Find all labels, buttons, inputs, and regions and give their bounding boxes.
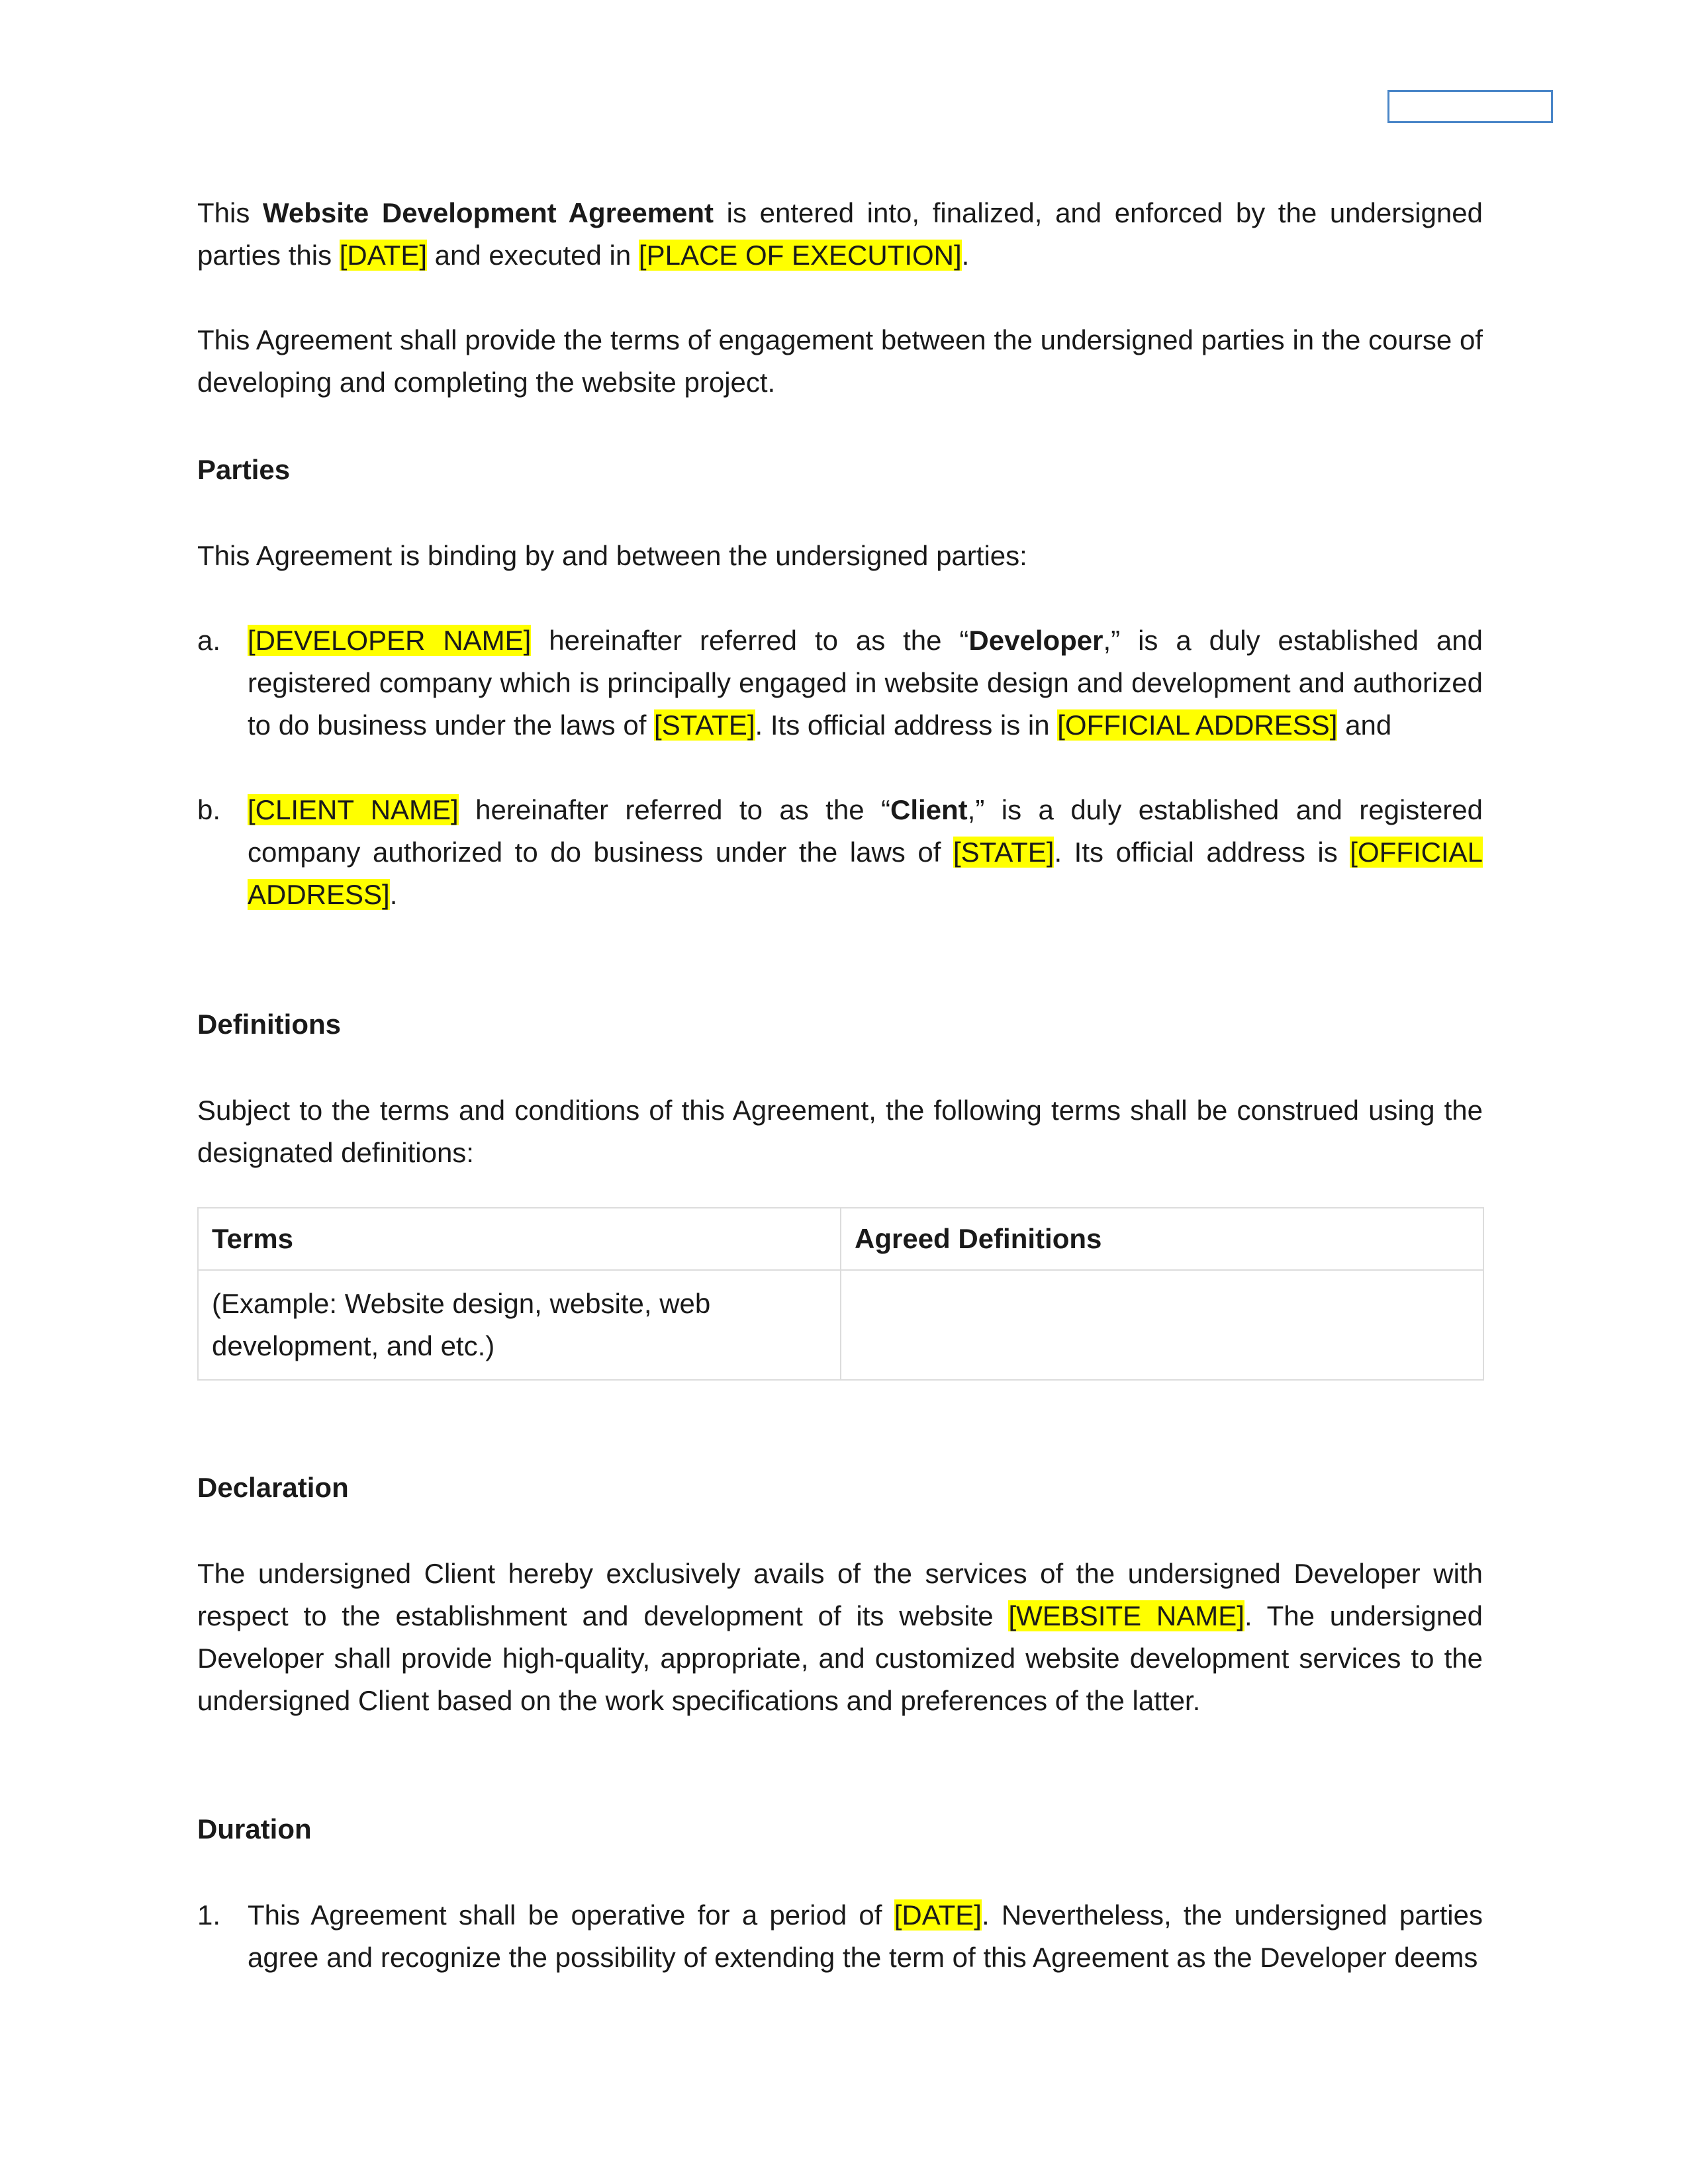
date-placeholder: [DATE] — [339, 240, 427, 271]
client-state-placeholder: [STATE] — [953, 837, 1055, 868]
duration-date-placeholder: [DATE] — [894, 1899, 982, 1931]
declaration-paragraph: The undersigned Client hereby exclusively avails of the services of the undersigned Developer with respect to the establishment and development of its website [WEBSITE NAME]. The undersigned Developer shall provide high-quality, appropriate, and customized website development services to the undersigned Client based on the work specifications and preferences of the latter. — [197, 1558, 1483, 1716]
intro-terms-paragraph: This Agreement shall provide the terms of engagement between the undersigned parties in the course of developing and completing the website project. — [197, 324, 1483, 398]
table-row — [198, 1270, 1483, 1380]
declaration-heading: Declaration — [197, 1472, 349, 1503]
developer-name-placeholder: [DEVELOPER NAME] — [248, 625, 532, 656]
agreement-title: Website Development Agreement — [262, 197, 714, 228]
place-of-execution-placeholder: [PLACE OF EXECUTION] — [638, 240, 962, 271]
table-header-row — [198, 1208, 1483, 1270]
client-name-placeholder: [CLIENT NAME] — [248, 794, 459, 825]
list-marker: b. — [197, 794, 221, 825]
duration-item-1: 1. This Agreement shall be operative for a period of [DATE]. Nevertheless, the undersigned parties agree and recognize the possibility of extending the term of this Agreement as the Developer deems — [197, 1894, 1483, 1979]
table-header-definitions: Agreed Definitions — [841, 1208, 1483, 1270]
website-name-placeholder: [WEBSITE NAME] — [1008, 1600, 1244, 1631]
list-marker: a. — [197, 625, 221, 656]
client-address-placeholder: [OFFICIAL ADDRESS] — [248, 837, 1483, 910]
table-header-terms: Terms — [198, 1208, 841, 1270]
document-body — [197, 192, 1483, 1979]
party-developer-item: a. [DEVELOPER NAME] hereinafter referred to as the “Developer,” is a duly established and registered company which is principally engaged in website design and development and authorized to do business under the laws of [STATE]. Its official address is in [OFFICIAL ADDRESS] and — [197, 619, 1483, 747]
table-cell-term: (Example: Website design, website, web development, and etc.) — [198, 1270, 841, 1380]
developer-address-placeholder: [OFFICIAL ADDRESS] — [1057, 709, 1338, 741]
parties-lead: This Agreement is binding by and between the undersigned parties: — [197, 540, 1027, 571]
table-cell-definition — [841, 1270, 1483, 1380]
parties-heading: Parties — [197, 454, 291, 485]
definitions-lead: Subject to the terms and conditions of this Agreement, the following terms shall be construed using the designated definitions: — [197, 1095, 1483, 1168]
intro-paragraph: This Website Development Agreement is entered into, finalized, and enforced by the undersigned parties this [DATE] and executed in [PLACE OF EXECUTION]. — [197, 197, 1483, 271]
party-client-item: b. [CLIENT NAME] hereinafter referred to as the “Client,” is a duly established and registered company authorized to do business under the laws of [STATE]. Its official address is [OFFICIAL ADDRESS]. — [197, 789, 1483, 916]
definitions-heading: Definitions — [197, 1009, 341, 1040]
list-marker: 1. — [197, 1899, 221, 1931]
developer-state-placeholder: [STATE] — [654, 709, 755, 741]
definitions-table — [197, 1207, 1484, 1381]
duration-heading: Duration — [197, 1813, 312, 1844]
header-placeholder-box — [1387, 90, 1553, 123]
